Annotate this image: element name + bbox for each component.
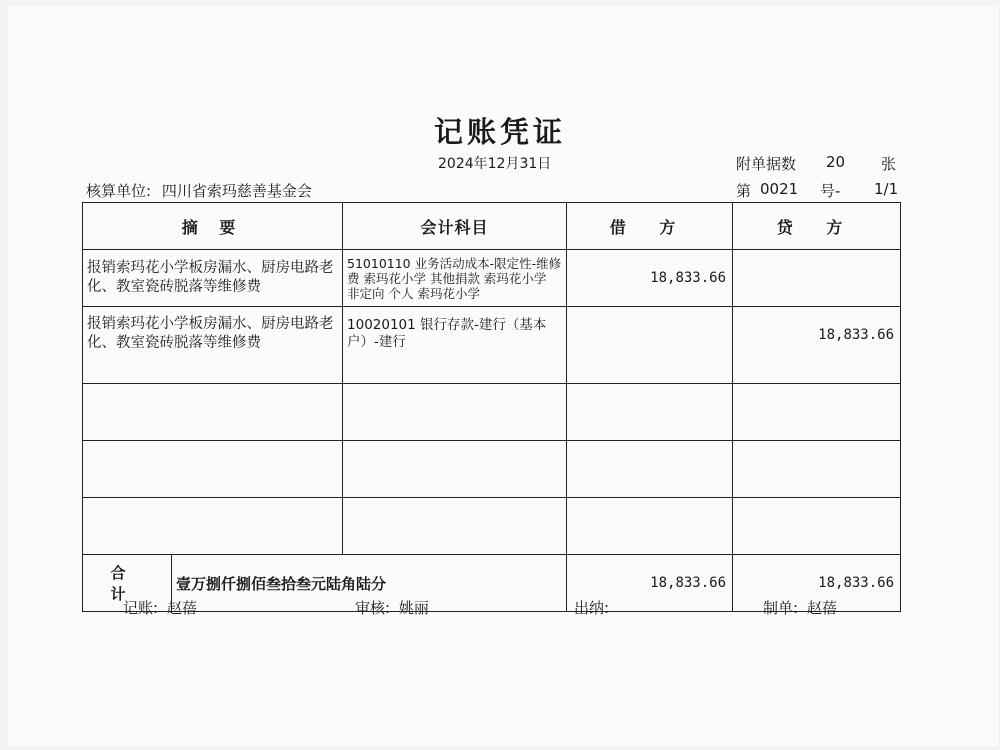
entry-debit: 18,833.66 [567, 250, 733, 307]
entry-summary: 报销索玛花小学板房漏水、厨房电路老化、教室瓷砖脱落等维修费 [83, 307, 343, 384]
accounting-unit-label: 核算单位: [86, 182, 152, 200]
header-debit: 借 方 [567, 203, 733, 250]
reviewer-signature [355, 597, 429, 618]
voucher-table [82, 202, 901, 612]
total-label: 合 计 [83, 555, 172, 612]
entry-credit: 18,833.66 [733, 307, 901, 384]
total-amount-words: 壹万捌仟捌佰叁拾叁元陆角陆分 [172, 555, 567, 612]
voucher-title: 记账凭证 [433, 115, 566, 149]
reviewer-name: 姚丽 [398, 599, 429, 617]
header-summary: 摘 要 [83, 203, 343, 250]
voucher-number-suffix: 号- [820, 182, 841, 200]
total-credit: 18,833.66 [733, 555, 901, 612]
table-row-empty [83, 384, 901, 441]
cashier-label: 出纳: [574, 599, 610, 617]
table-row-empty [83, 498, 901, 555]
header-account: 会计科目 [343, 203, 567, 250]
bookkeeper-label: 记账: [123, 599, 159, 617]
reviewer-label: 审核: [355, 599, 391, 617]
table-row-empty [83, 441, 901, 498]
preparer-signature [763, 597, 837, 618]
attachment-unit: 张 [881, 155, 897, 173]
accounting-unit-name: 四川省索玛慈善基金会 [161, 182, 312, 200]
voucher-date: 2024年12月31日 [438, 156, 552, 172]
entry-summary: 报销索玛花小学板房漏水、厨房电路老化、教室瓷砖脱落等维修费 [83, 250, 343, 307]
voucher-number-prefix: 第 [736, 182, 752, 200]
cashier-signature [574, 597, 609, 618]
bookkeeper-signature [123, 597, 197, 618]
header-credit: 贷 方 [733, 203, 901, 250]
entry-account: 10020101 银行存款-建行（基本户）-建行 [343, 307, 567, 384]
entry-account: 51010110 业务活动成本-限定性-维修费 索玛花小学 其他捐款 索玛花小学 非定向 个人 索玛花小学 [343, 250, 567, 307]
table-row [83, 250, 901, 307]
attachment-count [736, 153, 897, 174]
table-header-row [83, 203, 901, 250]
voucher-page: 1/1 [874, 180, 899, 198]
table-row [83, 307, 901, 384]
attachment-label: 附单据数 [736, 155, 797, 173]
bookkeeper-name: 赵蓓 [166, 599, 197, 617]
entry-credit [733, 250, 901, 307]
preparer-label: 制单: [763, 599, 799, 617]
preparer-name: 赵蓓 [806, 599, 837, 617]
total-debit: 18,833.66 [567, 555, 733, 612]
attachment-number: 20 [826, 153, 846, 171]
entry-debit [567, 307, 733, 384]
voucher-number-value: 0021 [760, 180, 799, 198]
accounting-unit [86, 180, 312, 201]
